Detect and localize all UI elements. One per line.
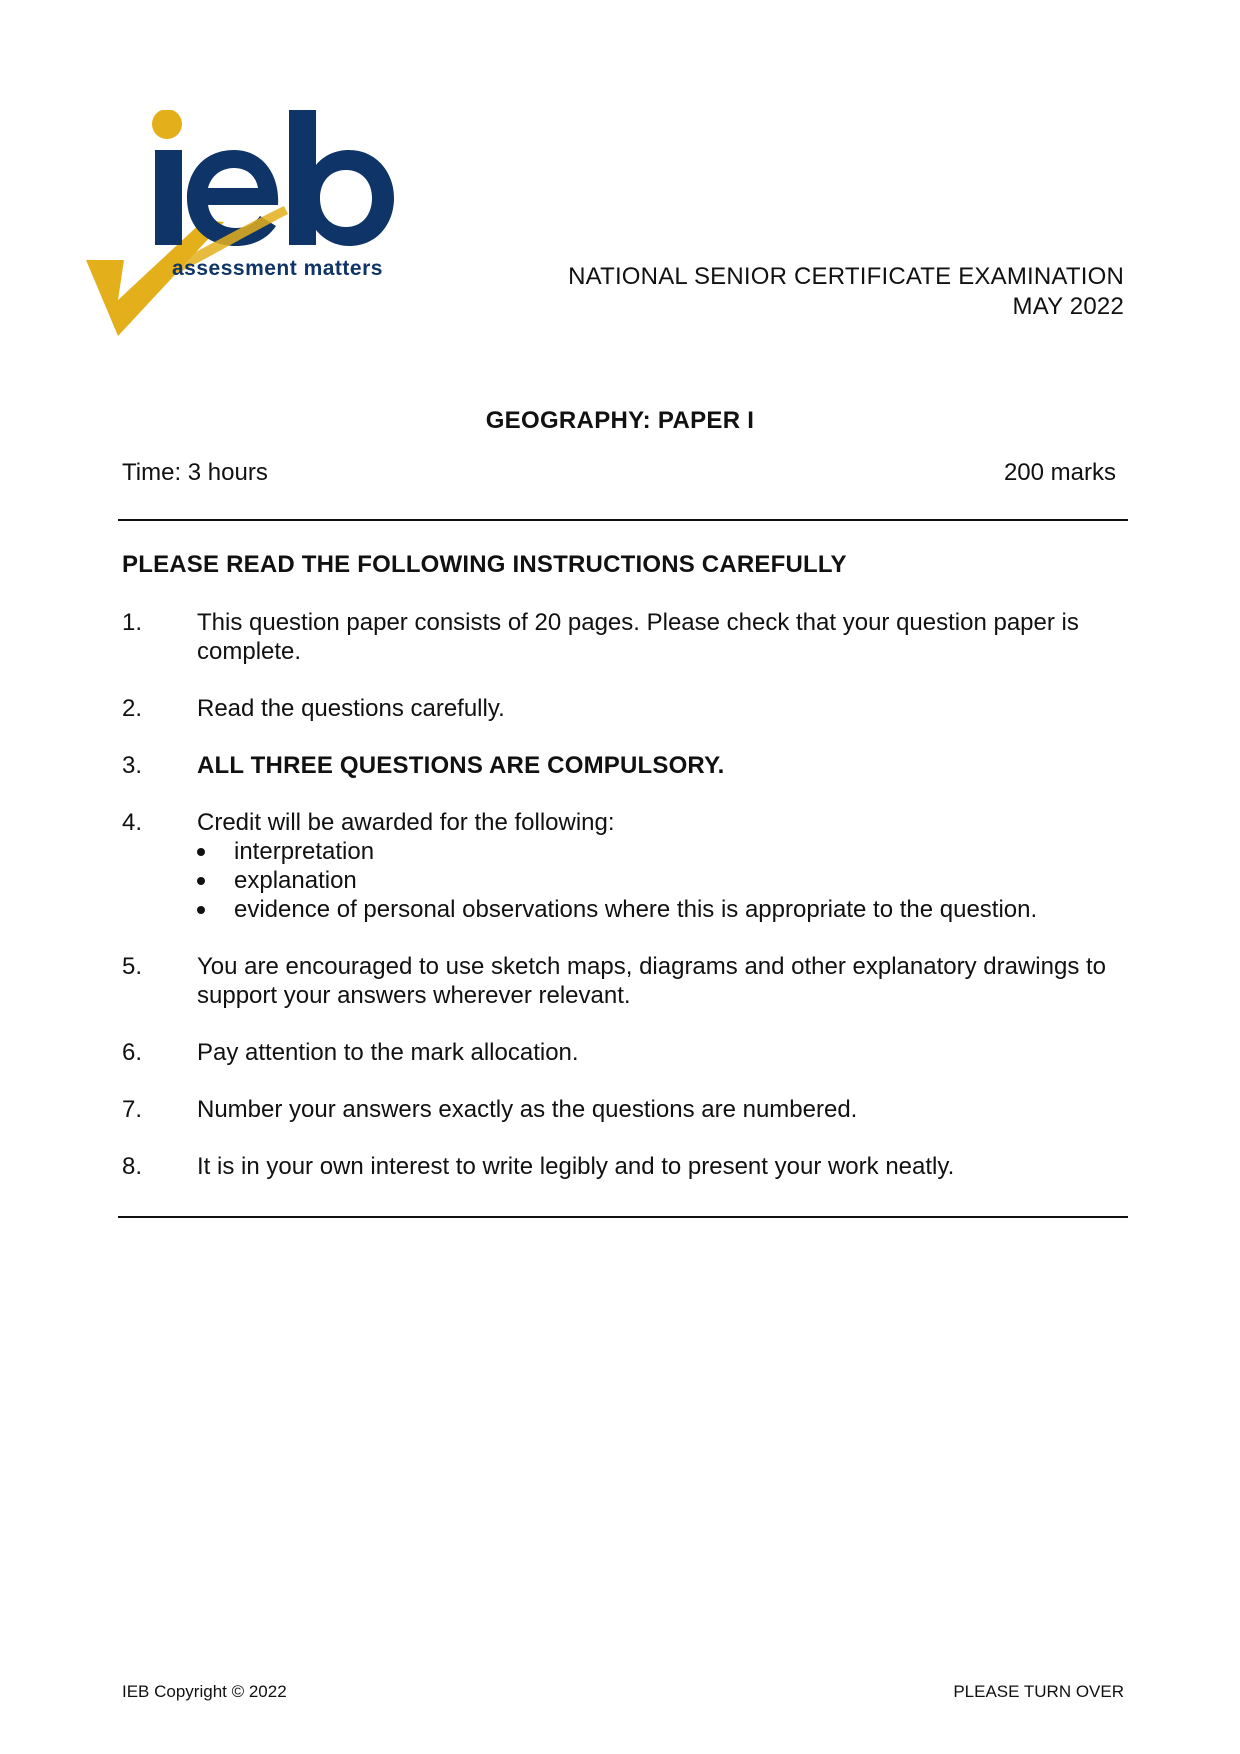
instruction-text: ALL THREE QUESTIONS ARE COMPULSORY. xyxy=(197,752,725,779)
bullet-item: interpretation xyxy=(197,837,1132,866)
instructions-list xyxy=(122,608,1132,1209)
divider-top xyxy=(118,519,1128,521)
exam-name: NATIONAL SENIOR CERTIFICATE EXAMINATION xyxy=(568,263,1124,290)
instruction-number: 1. xyxy=(122,609,143,636)
logo-tagline: assessment matters xyxy=(172,257,383,280)
instruction-number: 8. xyxy=(122,1153,143,1180)
divider-bottom xyxy=(118,1216,1128,1218)
instruction-number: 6. xyxy=(122,1039,143,1066)
instructions-heading: PLEASE READ THE FOLLOWING INSTRUCTIONS CAREFULLY xyxy=(122,551,847,578)
instruction-text: Pay attention to the mark allocation. xyxy=(197,1039,579,1066)
instruction-item-1 xyxy=(122,608,1132,666)
instruction-item-6 xyxy=(122,1038,1132,1067)
instruction-item-3 xyxy=(122,751,1132,780)
paper-time: Time: 3 hours xyxy=(122,459,268,486)
instruction-text: You are encouraged to use sketch maps, diagrams and other explanatory drawings to support your answers wherever relevant. xyxy=(197,953,1106,1009)
instruction-text: Credit will be awarded for the following: xyxy=(197,809,615,836)
instruction-number: 5. xyxy=(122,953,143,980)
instruction-text: Read the questions carefully. xyxy=(197,695,505,722)
bullet-icon xyxy=(197,906,205,914)
instruction-number: 2. xyxy=(122,695,143,722)
bullet-item: explanation xyxy=(197,866,1132,895)
instruction-item-2 xyxy=(122,694,1132,723)
bullet-icon xyxy=(197,877,205,885)
instruction-text-group xyxy=(197,808,1132,924)
paper-title: GEOGRAPHY: PAPER I xyxy=(485,407,755,434)
credit-bullet-list xyxy=(197,837,1132,924)
instruction-number: 7. xyxy=(122,1096,143,1123)
bullet-item: evidence of personal observations where this is appropriate to the question. xyxy=(197,895,1132,924)
footer-copyright: IEB Copyright © 2022 xyxy=(122,1682,287,1701)
exam-date: MAY 2022 xyxy=(1012,293,1124,320)
exam-header xyxy=(568,262,1124,322)
instruction-text: It is in your own interest to write legibly and to present your work neatly. xyxy=(197,1153,955,1180)
instruction-text: This question paper consists of 20 pages. Please check that your question paper is complete. xyxy=(197,609,1079,665)
instruction-number: 3. xyxy=(122,752,143,779)
instruction-number: 4. xyxy=(122,809,143,836)
instruction-item-7 xyxy=(122,1095,1132,1124)
instruction-item-5 xyxy=(122,952,1132,1010)
ieb-logo xyxy=(84,110,434,350)
instruction-text: Number your answers exactly as the questions are numbered. xyxy=(197,1096,858,1123)
instruction-item-4 xyxy=(122,808,1132,924)
ieb-logo-graphic xyxy=(84,110,434,350)
instruction-item-8 xyxy=(122,1152,1132,1181)
footer-turn-over: PLEASE TURN OVER xyxy=(953,1682,1124,1701)
paper-marks: 200 marks xyxy=(1003,459,1116,486)
bullet-icon xyxy=(197,848,205,856)
